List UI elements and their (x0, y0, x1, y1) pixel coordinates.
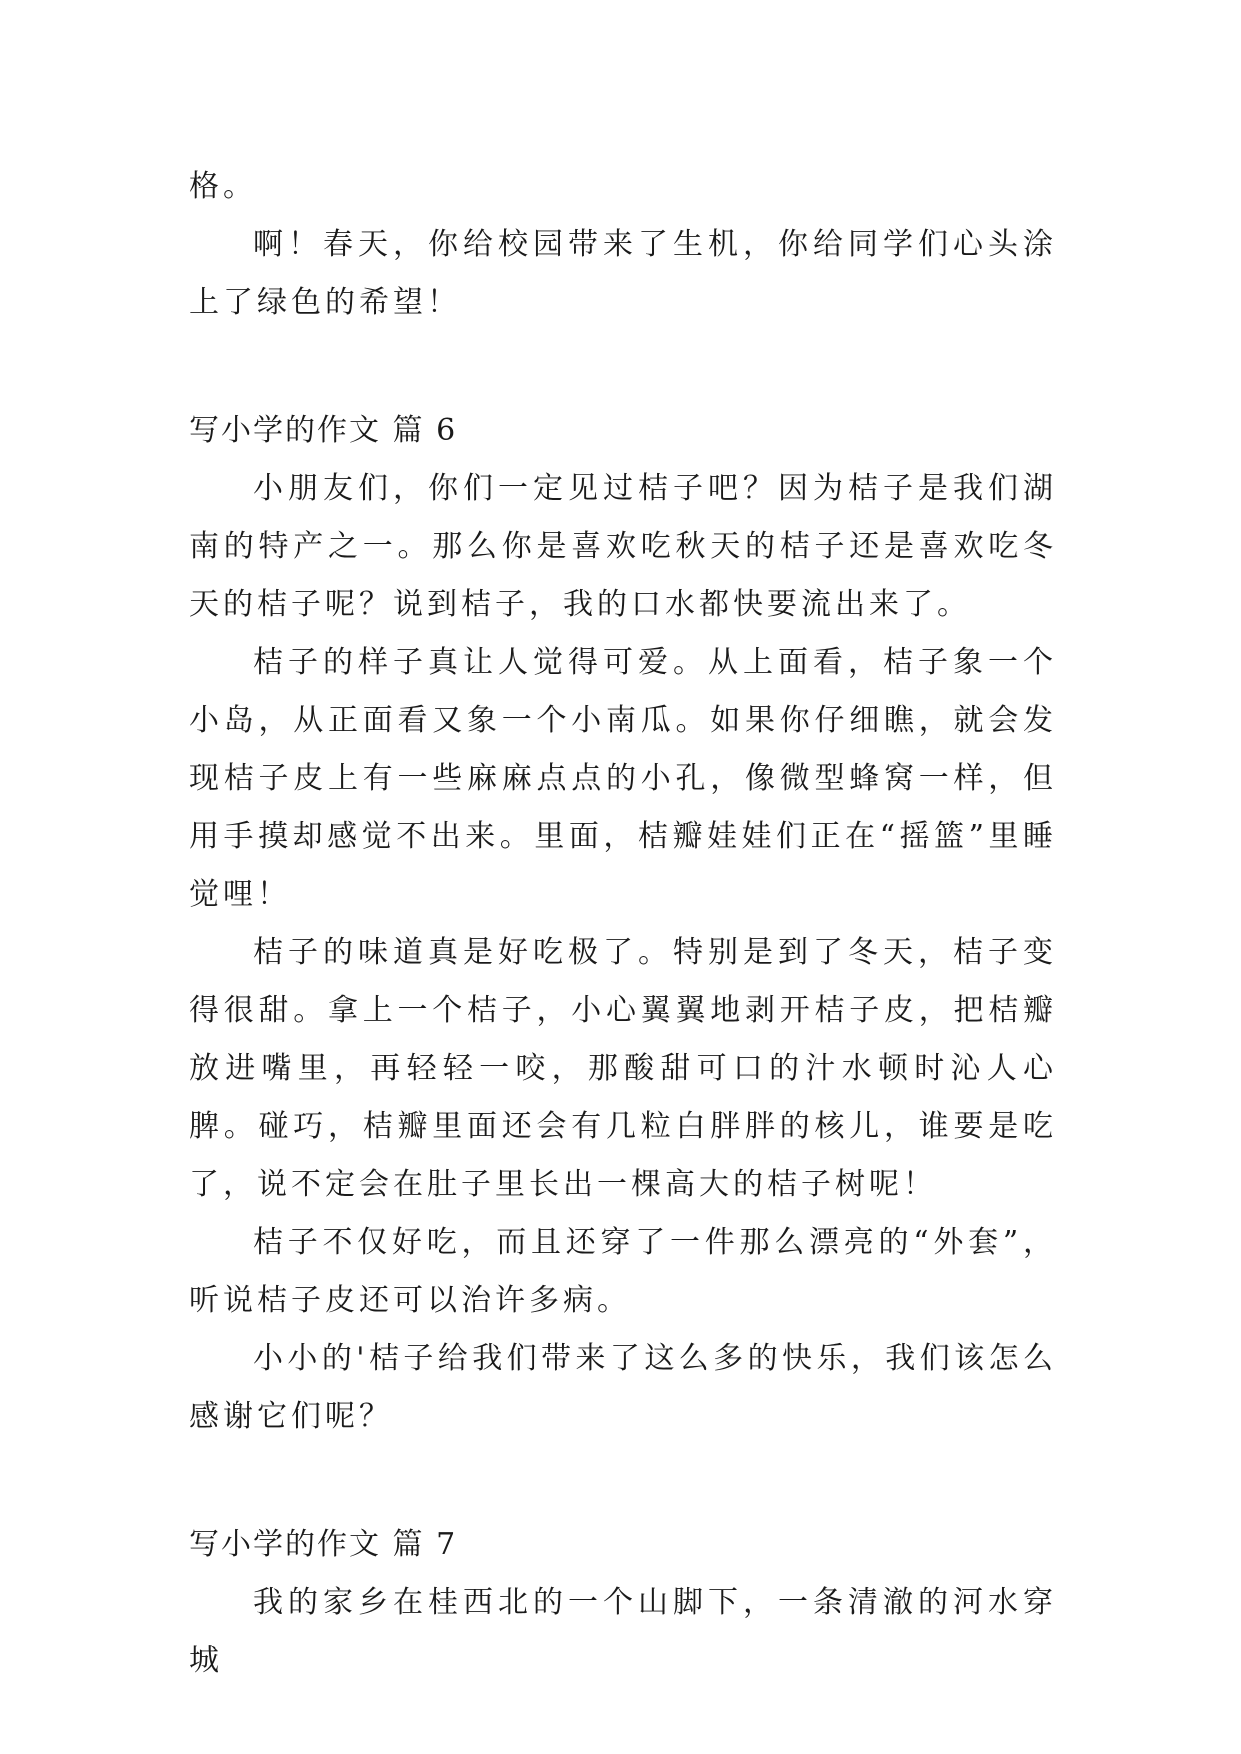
document-body (189, 158, 1057, 1690)
paragraph: 啊！春天，你给校园带来了生机，你给同学们心头涂上了绿色的希望！ (189, 227, 1057, 320)
paragraph: 小小的'桔子给我们带来了这么多的快乐，我们该怎么感谢它们呢？ (189, 1341, 1057, 1434)
section-gap (189, 1446, 1057, 1516)
paragraph: 桔子不仅好吃，而且还穿了一件那么漂亮的“外套”，听说桔子皮还可以治许多病。 (189, 1225, 1057, 1318)
paragraph: 小朋友们，你们一定见过桔子吧？因为桔子是我们湖南的特产之一。那么你是喜欢吃秋天的桔子还是喜欢吃冬天的桔子呢？说到桔子，我的口水都快要流出来了。 (189, 471, 1057, 622)
section-heading-6: 写小学的作文 篇 6 (189, 413, 458, 448)
section-heading-7: 写小学的作文 篇 7 (189, 1527, 458, 1562)
section-gap (189, 332, 1057, 402)
paragraph: 我的家乡在桂西北的一个山脚下，一条清澈的河水穿城 (189, 1585, 1057, 1678)
paragraph: 桔子的味道真是好吃极了。特别是到了冬天，桔子变得很甜。拿上一个桔子，小心翼翼地剥开桔子皮，把桔瓣放进嘴里，再轻轻一咬，那酸甜可口的汁水顿时沁人心脾。碰巧，桔瓣里面还会有几粒白胖胖的核儿，谁要是吃了，说不定会在肚子里长出一棵高大的桔子树呢！ (189, 935, 1057, 1202)
paragraph-continued: 格。 (189, 169, 257, 204)
paragraph: 桔子的样子真让人觉得可爱。从上面看，桔子象一个小岛，从正面看又象一个小南瓜。如果你仔细瞧，就会发现桔子皮上有一些麻麻点点的小孔，像微型蜂窝一样，但用手摸却感觉不出来。里面，桔瓣娃娃们正在“摇篮”里睡觉哩！ (189, 645, 1057, 912)
